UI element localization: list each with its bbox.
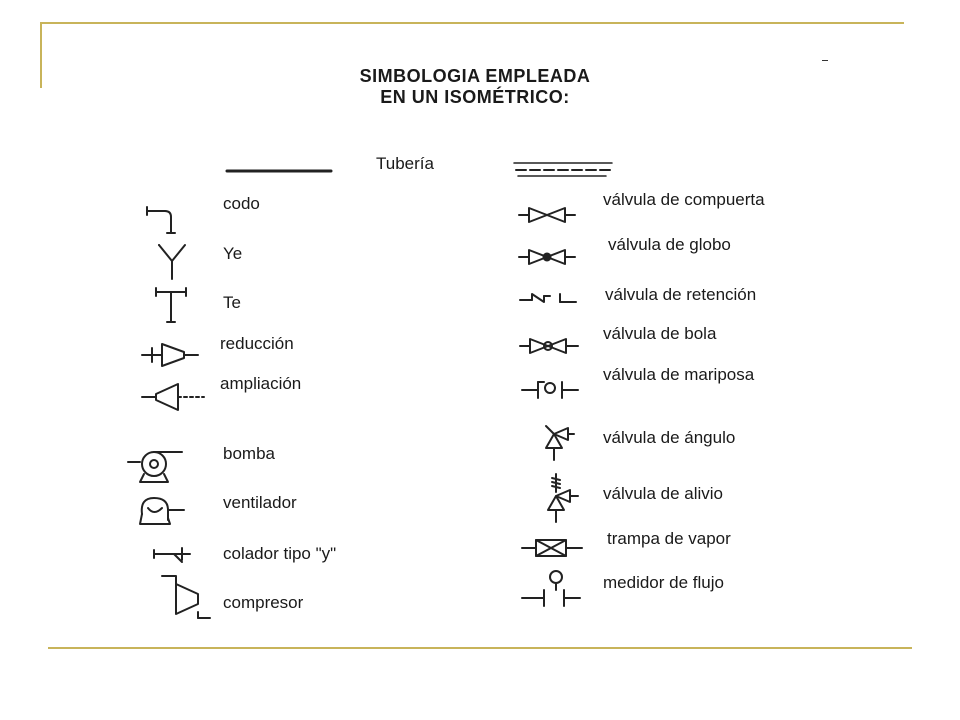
- left-label-6: ventilador: [223, 493, 297, 512]
- y-strainer-icon: [152, 544, 192, 568]
- right-label-3: válvula de bola: [603, 324, 717, 343]
- left-label-0: codo: [223, 194, 260, 213]
- left-label-8: compresor: [223, 593, 304, 612]
- left-label-7: colador tipo "y": [223, 544, 337, 563]
- reducer-icon: [140, 338, 200, 372]
- pipe-dashed-line-icon: [508, 160, 618, 180]
- angle-valve-icon: [536, 420, 576, 468]
- frame-bottom-line: [48, 647, 912, 649]
- frame-top-line: [40, 22, 904, 24]
- stray-dash: [822, 60, 828, 61]
- globe-valve-icon: [517, 246, 577, 268]
- right-label-2: válvula de retención: [605, 285, 757, 304]
- left-label-3: reducción: [220, 334, 294, 353]
- left-label-1: Ye: [223, 244, 243, 263]
- tee-icon: [152, 286, 192, 326]
- ball-valve-icon: [518, 334, 580, 358]
- right-label-5: válvula de ángulo: [603, 428, 736, 447]
- right-label-1: válvula de globo: [608, 235, 731, 254]
- relief-valve-icon: [540, 472, 580, 526]
- right-label-0: válvula de compuerta: [603, 190, 765, 209]
- left-label-5: bomba: [223, 444, 275, 463]
- diagram-title: [240, 66, 710, 108]
- check-valve-icon: [518, 288, 580, 308]
- right-label-6: válvula de alivio: [603, 484, 724, 503]
- title-line-2: EN UN ISOMÉTRICO:: [380, 87, 570, 107]
- pipe-solid-line-icon: [225, 166, 335, 176]
- right-label-4: válvula de mariposa: [603, 365, 755, 384]
- compressor-icon: [158, 572, 214, 622]
- left-label-2: Te: [223, 293, 241, 312]
- title-line-1: SIMBOLOGIA EMPLEADA: [359, 66, 591, 86]
- frame-left-line: [40, 22, 42, 88]
- left-label-4: ampliación: [220, 374, 302, 393]
- right-label-8: medidor de flujo: [603, 573, 724, 592]
- elbow-icon: [143, 203, 183, 235]
- gate-valve-icon: [517, 204, 577, 226]
- wye-icon: [155, 241, 189, 281]
- expander-icon: [140, 380, 206, 414]
- fan-icon: [134, 490, 192, 530]
- flow-meter-icon: [520, 568, 584, 608]
- steam-trap-icon: [520, 536, 584, 560]
- pipe-label: Tubería: [376, 154, 434, 173]
- pump-icon: [126, 446, 186, 486]
- butterfly-valve-icon: [520, 374, 582, 404]
- right-label-7: trampa de vapor: [607, 529, 731, 548]
